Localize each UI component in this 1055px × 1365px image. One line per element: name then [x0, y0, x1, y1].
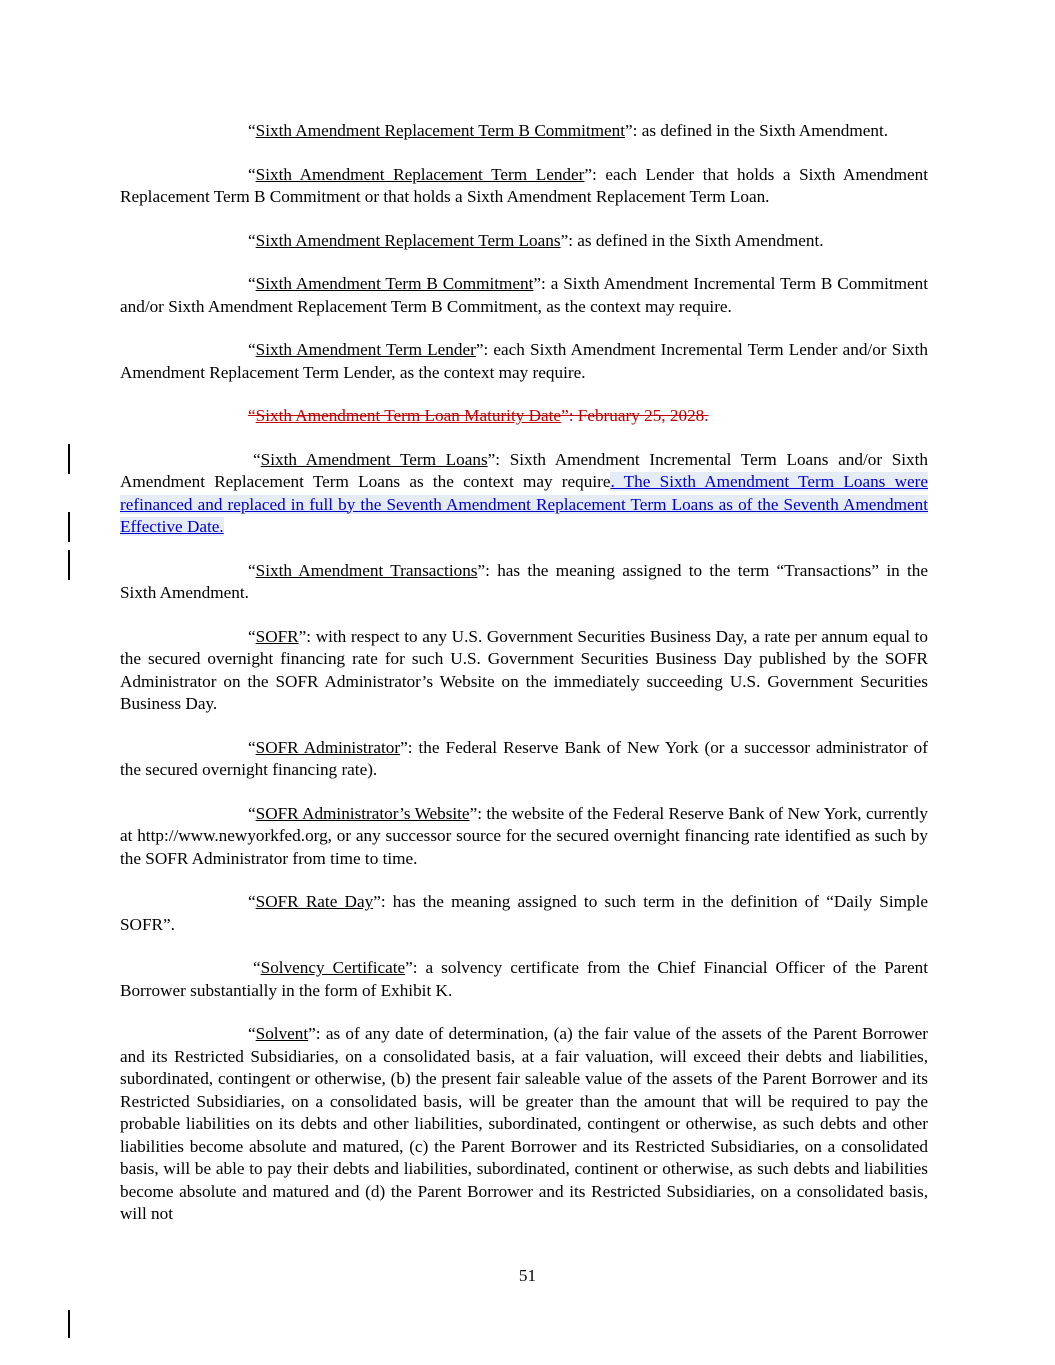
open-quote: “ [248, 737, 256, 757]
definition-paragraph-sofr [120, 626, 928, 716]
definition-text: ”: as of any date of determination, (a) the fair value of the assets of the Parent Borrower and its Restricted Subsidiaries, on a consolidated basis, at a fair valuation, will exceed their debts and liabilities, subordinated, contingent or otherwise, (b) the present fair saleable value of the assets of the Parent Borrower and its Restricted Subsidiaries, on a consolidated basis, will be greater than the amount that will be required to pay the probable liabilities on its debts and other liabilities, subordinated, contingent or otherwise, as such debts and other liabilities become absolute and matured, (c) the Parent Borrower and its Restricted Subsidiaries, on a consolidated basis, will be able to pay their debts and liabilities, subordinated, continent or otherwise, as such debts and liabilities become absolute and matured and (d) the Parent Borrower and its Restricted Subsidiaries, on a consolidated basis, will not [120, 1024, 928, 1223]
defined-term: SOFR Rate Day [255, 892, 374, 911]
defined-term: Sixth Amendment Term B Commitment [255, 274, 534, 293]
definition-paragraph-sixth-amendment-term-loans [120, 449, 928, 539]
change-bar-insertion-2 [68, 550, 70, 580]
definition-paragraph-sixth-amendment-replacement-term-lender [120, 164, 928, 209]
open-quote: “ [248, 164, 256, 184]
defined-term: SOFR Administrator’s Website [255, 803, 470, 823]
definition-paragraph-solvent [120, 1023, 928, 1226]
definition-paragraph-sixth-amendment-replacement-term-b-commitment [120, 120, 928, 143]
page-number: 51 [518, 1266, 537, 1285]
open-quote: “ [248, 121, 256, 140]
definition-text: ”: the website of the Federal Reserve Bank of New York, currently at http://www.newyorkfed.org, or any successor source for the secured overnight financing rate identified as such by the SOFR Administrator from time to time. [120, 803, 928, 868]
defined-term-deleted: Sixth Amendment Term Loan Maturity Date [255, 406, 562, 425]
change-bar-footer [68, 1310, 70, 1338]
open-quote: “ [248, 274, 256, 293]
definition-paragraph-solvency-certificate [120, 957, 928, 1002]
definition-paragraph-sixth-amendment-term-loan-maturity-date-deleted [120, 405, 928, 428]
defined-term: SOFR [255, 626, 299, 646]
defined-term: Sixth Amendment Term Lender [255, 340, 476, 359]
defined-term: Solvency Certificate [260, 958, 406, 977]
defined-term: Sixth Amendment Replacement Term Loans [255, 230, 561, 250]
open-quote: “ [248, 1024, 256, 1043]
definition-text-deleted: ”: February 25, 2028. [561, 406, 709, 425]
defined-term: Sixth Amendment Replacement Term Lender [255, 164, 585, 184]
open-quote: “ [248, 803, 256, 823]
definition-paragraph-sixth-amendment-term-b-commitment [120, 273, 928, 318]
inserted-text: . The Sixth Amendment Term Loans were refinanced and replaced in full by the Seventh Amendment Replacement Term Loans as of the Seventh Amendment Effective Date. [120, 472, 928, 536]
defined-term: Solvent [255, 1024, 309, 1043]
definition-paragraph-sofr-administrators-website [120, 803, 928, 871]
open-quote: “ [248, 340, 256, 359]
definition-text: ”: as defined in the Sixth Amendment. [560, 230, 824, 250]
open-quote: “ [248, 892, 256, 911]
defined-term: SOFR Administrator [255, 737, 401, 757]
defined-term: Sixth Amendment Transactions [255, 560, 478, 580]
definition-paragraph-sixth-amendment-replacement-term-loans [120, 230, 928, 253]
change-bar-deletion [68, 444, 70, 474]
change-bar-insertion [68, 512, 70, 542]
open-quote: “ [253, 958, 261, 977]
definition-text: ”: as defined in the Sixth Amendment. [625, 121, 889, 140]
definition-text: ”: has the meaning assigned to the term “Transactions” in the Sixth Amendment. [120, 560, 928, 602]
definition-paragraph-sixth-amendment-term-lender [120, 339, 928, 384]
definition-paragraph-sofr-rate-day [120, 891, 928, 936]
open-quote: “ [248, 560, 256, 580]
definition-text: ”: each Sixth Amendment Incremental Term Lender and/or Sixth Amendment Replacement Term Lender, as the context may require. [120, 340, 928, 382]
open-quote: “ [248, 406, 256, 425]
definition-text: ”: the Federal Reserve Bank of New York (or a successor administrator of the secured overnight financing rate). [120, 737, 928, 779]
open-quote: “ [253, 449, 261, 469]
definition-text: ”: each Lender that holds a Sixth Amendment Replacement Term B Commitment or that holds a Sixth Amendment Replacement Term Loan. [120, 164, 928, 206]
definition-paragraph-sofr-administrator [120, 737, 928, 782]
defined-term: Sixth Amendment Term Loans [260, 449, 488, 469]
definition-paragraph-sixth-amendment-transactions [120, 560, 928, 605]
definition-text: ”: a Sixth Amendment Incremental Term B Commitment and/or Sixth Amendment Replacement Term B Commitment, as the context may require. [120, 274, 928, 316]
open-quote: “ [248, 230, 256, 250]
open-quote: “ [248, 626, 256, 646]
definition-text: ”: with respect to any U.S. Government Securities Business Day, a rate per annum equal to the secured overnight financing rate for such U.S. Government Securities Business Day published by the SOFR Administrator on the SOFR Administrator’s Website on the immediately succeeding U.S. Government Securities Business Day. [120, 626, 928, 713]
definition-text: ”: Sixth Amendment Incremental Term Loans and/or Sixth Amendment Replacement Term Loans as the context may require [120, 449, 928, 491]
defined-term: Sixth Amendment Replacement Term B Commitment [255, 121, 626, 140]
definition-text: ”: has the meaning assigned to such term in the definition of “Daily Simple SOFR”. [120, 892, 928, 934]
document-body [120, 120, 928, 1247]
definition-text: ”: a solvency certificate from the Chief Financial Officer of the Parent Borrower substantially in the form of Exhibit K. [120, 958, 928, 1000]
